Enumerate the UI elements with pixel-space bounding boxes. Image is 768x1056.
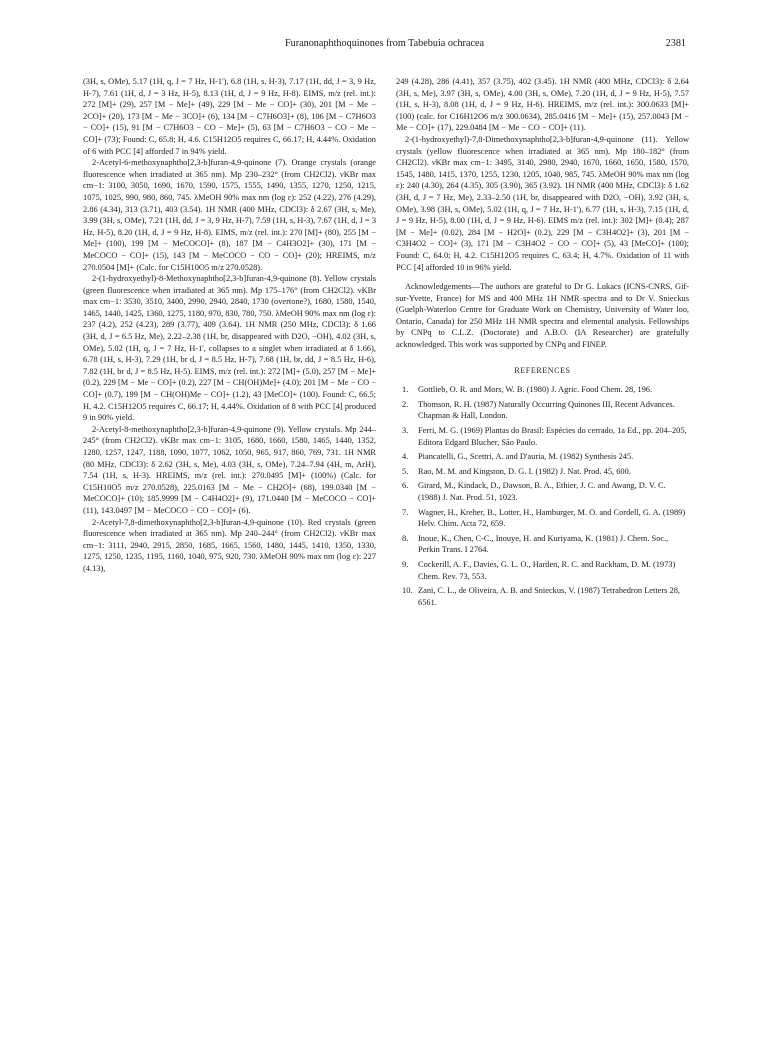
paragraph: (3H, s, OMe), 5.17 (1H, q, J = 7 Hz, H-1'), 6.8 (1H, s, H-3), 7.17 (1H, dd, J = 3, 9 Hz, H-7), 7.61 (1H, d, J = 3 Hz, H-5), 8.13 (1H, d, J = 9 Hz, H-8). EIMS, m/z (rel. int.): 272 [M]+ (29), 257 [M − Me]+ (49), 229 [M − Me − CO]+ (30), 201 [M − Me − 2CO]+ (20), 173 [M − Me − 3CO]+ (6), 134 [M − C7H6O3]+ (8), 106 [M − C7H6O3 − CO]+ (15), 91 [M − C7H6O3 − CO − Me]+ (5), 63 [M − C7H6O3 − CO − Me − CO]+ (73); Found: C, 65.8; H, 4.6. C15H12O5 requires C, 66.17; H, 4.44%. Oxidation of 6 with PCC [4] afforded 7 in 94% yield. [83, 77, 376, 156]
reference-number: 3. [402, 426, 409, 436]
reference-number: 4. [402, 452, 409, 462]
reference-number: 7. [402, 507, 409, 517]
reference-text: Rao, M. M. and Kingston, D. G. I. (1982) J. Nat. Prod. 45, 600. [418, 466, 631, 476]
reference-number: 2. [402, 399, 409, 409]
paragraph: 2-Acetyl-8-methoxynaphtho[2,3-b]furan-4,9-quinone (9). Yellow crystals. Mp 244–245° (from CH2Cl2). νKBr max cm−1: 3105, 1680, 1660, 1580, 1465, 1440, 1352, 1280, 1257, 1247, 1188, 1090, 1077, 1062, 1050, 965, 917, 860, 769, 731. 1H NMR (80 MHz, CDCl3): δ 2.62 (3H, s, Me), 4.03 (3H, s, OMe), 7.24–7.94 (4H, m, ArH), 7.54 (1H, s, H-3). HREIMS, m/z (rel. int.): 270.0495 [M]+ (100%) (Calc. for C15H10O5 m/z 270.0528), 225.0163 [M − Me − CH2O]+ (68), 199.0340 [M − MeCOCO]+ (10); 185.9999 [M − C4H4O2]+ (9), 171.0440 [M − MeCOCO − CO]+ (11), 143.0497 [M − MeCOCO − CO − CO]+ (6). [83, 424, 376, 515]
running-title: Furanonaphthoquinones from Tabebuia ochracea [284, 38, 485, 49]
paragraph: 2-Acetyl-6-methoxynaphtho[2,3-b]furan-4,9-quinone (7). Orange crystals (orange fluorescence when irradiated at 365 nm). Mp 230–232° (from CH2Cl2). νKBr max cm−1: 3100, 3050, 1690, 1670, 1590, 1575, 1555, 1490, 1355, 1270, 1250, 1215, 1075, 1025, 990, 980, 860, 745. λMeOH 90% max nm (log ε): 252 (4.22), 276 (4.29), 2.86 (4.34), 313 (3.71), 403 (3.54). 1H NMR (400 MHz, CDCl3): δ 2.67 (3H, s, Me), 3.99 (3H, s, OMe), 7.21 (1H, dd, J = 3, 9 Hz, H-7), 7.59 (1H, s, H-3), 7.67 (1H, d, J = 3 Hz, H-5), 8.20 (1H, d, J = 9 Hz, H-8). EIMS, m/z (rel. int.): 270 [M]+ (80), 255 [M − Me]+ (100), 199 [M − MeCOCO]+ (8), 187 [M − C4H3O2]+ (30), 171 [M − MeCOCO − CO]+ (15), 143 [M − MeCOCO − CO − CO]+ (20); HREIMS, m/z 270.0504 [M]+ (Calc. for C15H10O5 m/z 270.0528). [83, 158, 377, 272]
reference-text: Girard, M., Kindack, D., Dawson, B. A., Ethier, J. C. and Awang, D. V. C. (1988) J. Nat. Prod. 51, 1023. [418, 481, 666, 502]
reference-item [396, 466, 689, 478]
reference-item [396, 480, 689, 503]
reference-text: Piancatelli, G., Scettri, A. and D'auria, M. (1982) Synthesis 245. [418, 452, 634, 462]
paragraph: 2-(1-hydroxyethyl)-8-Methoxynaphtho[2,3-b]furan-4,9-quinone (8). Yellow crystals (green fluorescence when irradiated at 365 nm). Mp 175–176° (from CH2Cl2). νKBr max cm−1: 3530, 3510, 3400, 2990, 2940, 2840, 1730 (overtone?), 1680, 1580, 1540, 1465, 1440, 1425, 1360, 1275, 1180, 970, 830, 780, 750. λMeOH 90% max nm (log ε): 237 (4.2), 252 (4.23), 289 (3.77), 409 (3.64). 1H NMR (250 MHz, CDCl3): δ 1.66 (3H, d, J = 6.5 Hz, Me), 2.22–2.38 (1H, br, disappeared with D2O, −OH), 4.02 (3H, s, OMe), 5.02 (1H, q, J = 7 Hz, H-1', collapses to a singlet when irradiated at δ 1.66), 6.78 (1H, s, H-3), 7.29 (1H, br d, J = 8.5 Hz, H-7), 7.68 (1H, br, dd, J = 8.5 Hz, H-6), 7.82 (1H, br d, J = 8.5 Hz, H-5). EIMS, m/z (rel. int.): 272 [M]+ (5.0), 257 [M − Me]+ (0.2), 229 [M − Me − CO]+ (0.2), 227 [M − CH(OH)Me]+ (4.0); 201 [M − Me − CO − CO]+ (0.7), 199 [M − CH(OH)Me − CO]+ (1.2), 43 [MeCO]+ (100). Found: C, 66.5; H, 4.2. C15H12O5 requires C, 66.17; H, 4.44%. Oxidation of 8 with PCC [4] produced 9 in 90% yield. [83, 274, 376, 423]
acknowledgements: Acknowledgements—The authors are grateful to Dr G. Lukacs (ICNS-CNRS, Gif-sur-Yvette, France) for MS and 400 MHz 1H NMR spectra and to Dr V. Snieckus (Guelph-Waterloo Centre for Graduate Work on Chemistry, University of Water loo, Ontario, Canada) for 250 MHz 1H NMR spectra and elemental analysis. Fellowships by CNPq to C.L.Z. (Doctorate) and A.B.O. (IA Researcher) are gratefully acknowledged. This work was supported by CNPq and FINEP. [396, 282, 689, 350]
reference-item [396, 559, 689, 582]
left-column [83, 76, 376, 575]
reference-item [396, 533, 689, 556]
reference-text: Cockerill, A. F., Davies, G. L. O., Harden, R. C. and Rackham, D. M. (1973) Chem. Rev. 73, 553. [418, 559, 676, 581]
reference-number: 9. [402, 559, 409, 569]
reference-item [396, 425, 689, 448]
reference-number: 5. [402, 466, 409, 476]
reference-text: Zani, C. L., de Oliveira, A. B. and Snieckus, V. (1987) Tetrahedron Letters 28, 6561. [418, 586, 681, 607]
reference-text: Ferri, M. G. (1969) Plantas do Brasil: Espécies do cerrado, 1a Ed., pp. 204–205, Editora Edgard Blucher, São Paulo. [418, 426, 687, 447]
reference-item [396, 384, 689, 396]
reference-number: 1. [402, 385, 409, 395]
reference-list [396, 384, 689, 608]
paragraph: 2-(1-hydroxyethyl)-7,8-Dimethoxynaphtho[2,3-b]furan-4,9-quinone (11). Yellow crystals (yellow fluorescence when irradiated at 365 nm). Mp 180–182° (from CH2Cl2). νKBr max cm−1: 3495, 3140, 2980, 2940, 1670, 1660, 1650, 1580, 1570, 1545, 1480, 1415, 1370, 1255, 1230, 1205, 1040, 985, 745. λMeOH 90% max nm (log ε): 240 (4.30), 264 (4.35), 305 (3.90), 365 (3.92). 1H NMR (400 MHz, CDCl3): δ 1.62 (3H, d, J = 7 Hz, Me), 2.33–2.50 (1H, br, disappeared with D2O, −OH), 3.92 (3H, s, OMe), 3.98 (3H, s, OMe), 5.02 (1H, q, J = 7 Hz, H-1'), 6.77 (1H, s, H-3), 7.15 (1H, d, J = 9 Hz, H-5), 8.00 (1H, d, J = 9 Hz, H-6). EIMS m/z (rel. int.): 302 [M]+ (0.4); 287 [M − Me]+ (0.02), 284 [M − H2O]+ (0.2), 229 [M − C3H4O2]+ (3), 201 [M − C3H4O2 − CO]+ (3), 171 [M − C3H4O2 − CO − CO]+ (5), 43 [MeCO]+ (100); Found: C, 64.0; H, 4.2. C15H12O5 requires C, 63.4; H, 4.7%. Oxidation of 11 with PCC [4] afforded 10 in 96% yield. [396, 134, 689, 272]
page-number: 2381 [665, 38, 686, 49]
reference-text: Inoue, K., Chen, C-C., Inouye, H. and Kuriyama, K. (1981) J. Chem. Soc., Perkin Trans. I 2764. [418, 533, 669, 555]
page-header [83, 38, 686, 54]
reference-text: Wagner, H., Kreher, B., Lotter, H., Hamburger, M. O. and Cordell, G. A. (1989) Helv. Chim. Acta 72, 659. [418, 507, 686, 529]
reference-text: Thomson, R. H. (1987) Naturally Occurring Quinones III, Recent Advances. Chapman & Hall, London. [418, 399, 675, 421]
reference-item [396, 399, 689, 422]
reference-number: 6. [402, 481, 409, 491]
reference-number: 10. [402, 586, 413, 596]
references-heading: REFERENCES [514, 365, 571, 375]
reference-item [396, 451, 689, 463]
paragraph: 249 (4.28), 286 (4.41), 357 (3.75), 402 (3.45). 1H NMR (400 MHz, CDCl3): δ 2.64 (3H, s, Me), 3.97 (3H, s, OMe), 4.00 (3H, s, OMe), 7.20 (1H, d, J = 9 Hz, H-5), 7.57 (1H, s, H-3), 8.08 (1H, d, J = 9 Hz, H-6). HREIMS, m/z (rel. int.): 300.0633 [M]+ (100) (calc. for C16H12O6 m/z 300.0634), 285.0416 [M − Me]+ (15), 257.0043 [M − Me − CO]+ (17), 229.0484 [M − Me − CO − CO]+ (11). [396, 77, 689, 133]
right-column [396, 76, 689, 611]
reference-item [396, 507, 689, 530]
reference-number: 8. [402, 533, 409, 543]
paragraph: 2-Acetyl-7,8-dimethoxynaphtho[2,3-b]furan-4,9-quinone (10). Red crystals (green fluorescence when irradiated at 365 nm). Mp 240–244° (from CH2Cl2). νKBr max cm−1: 3111, 2940, 2915, 2850, 1685, 1665, 1560, 1480, 1445, 1410, 1350, 1330, 1275, 1250, 1235, 1195, 1160, 1040, 975, 920, 730. λMeOH 90% max nm (log ε): 227 (4.13), [83, 517, 376, 573]
reference-item [396, 585, 689, 608]
reference-text: Gottlieb, O. R. and Mors, W. B. (1980) J. Agric. Food Chem. 28, 196. [418, 385, 653, 395]
